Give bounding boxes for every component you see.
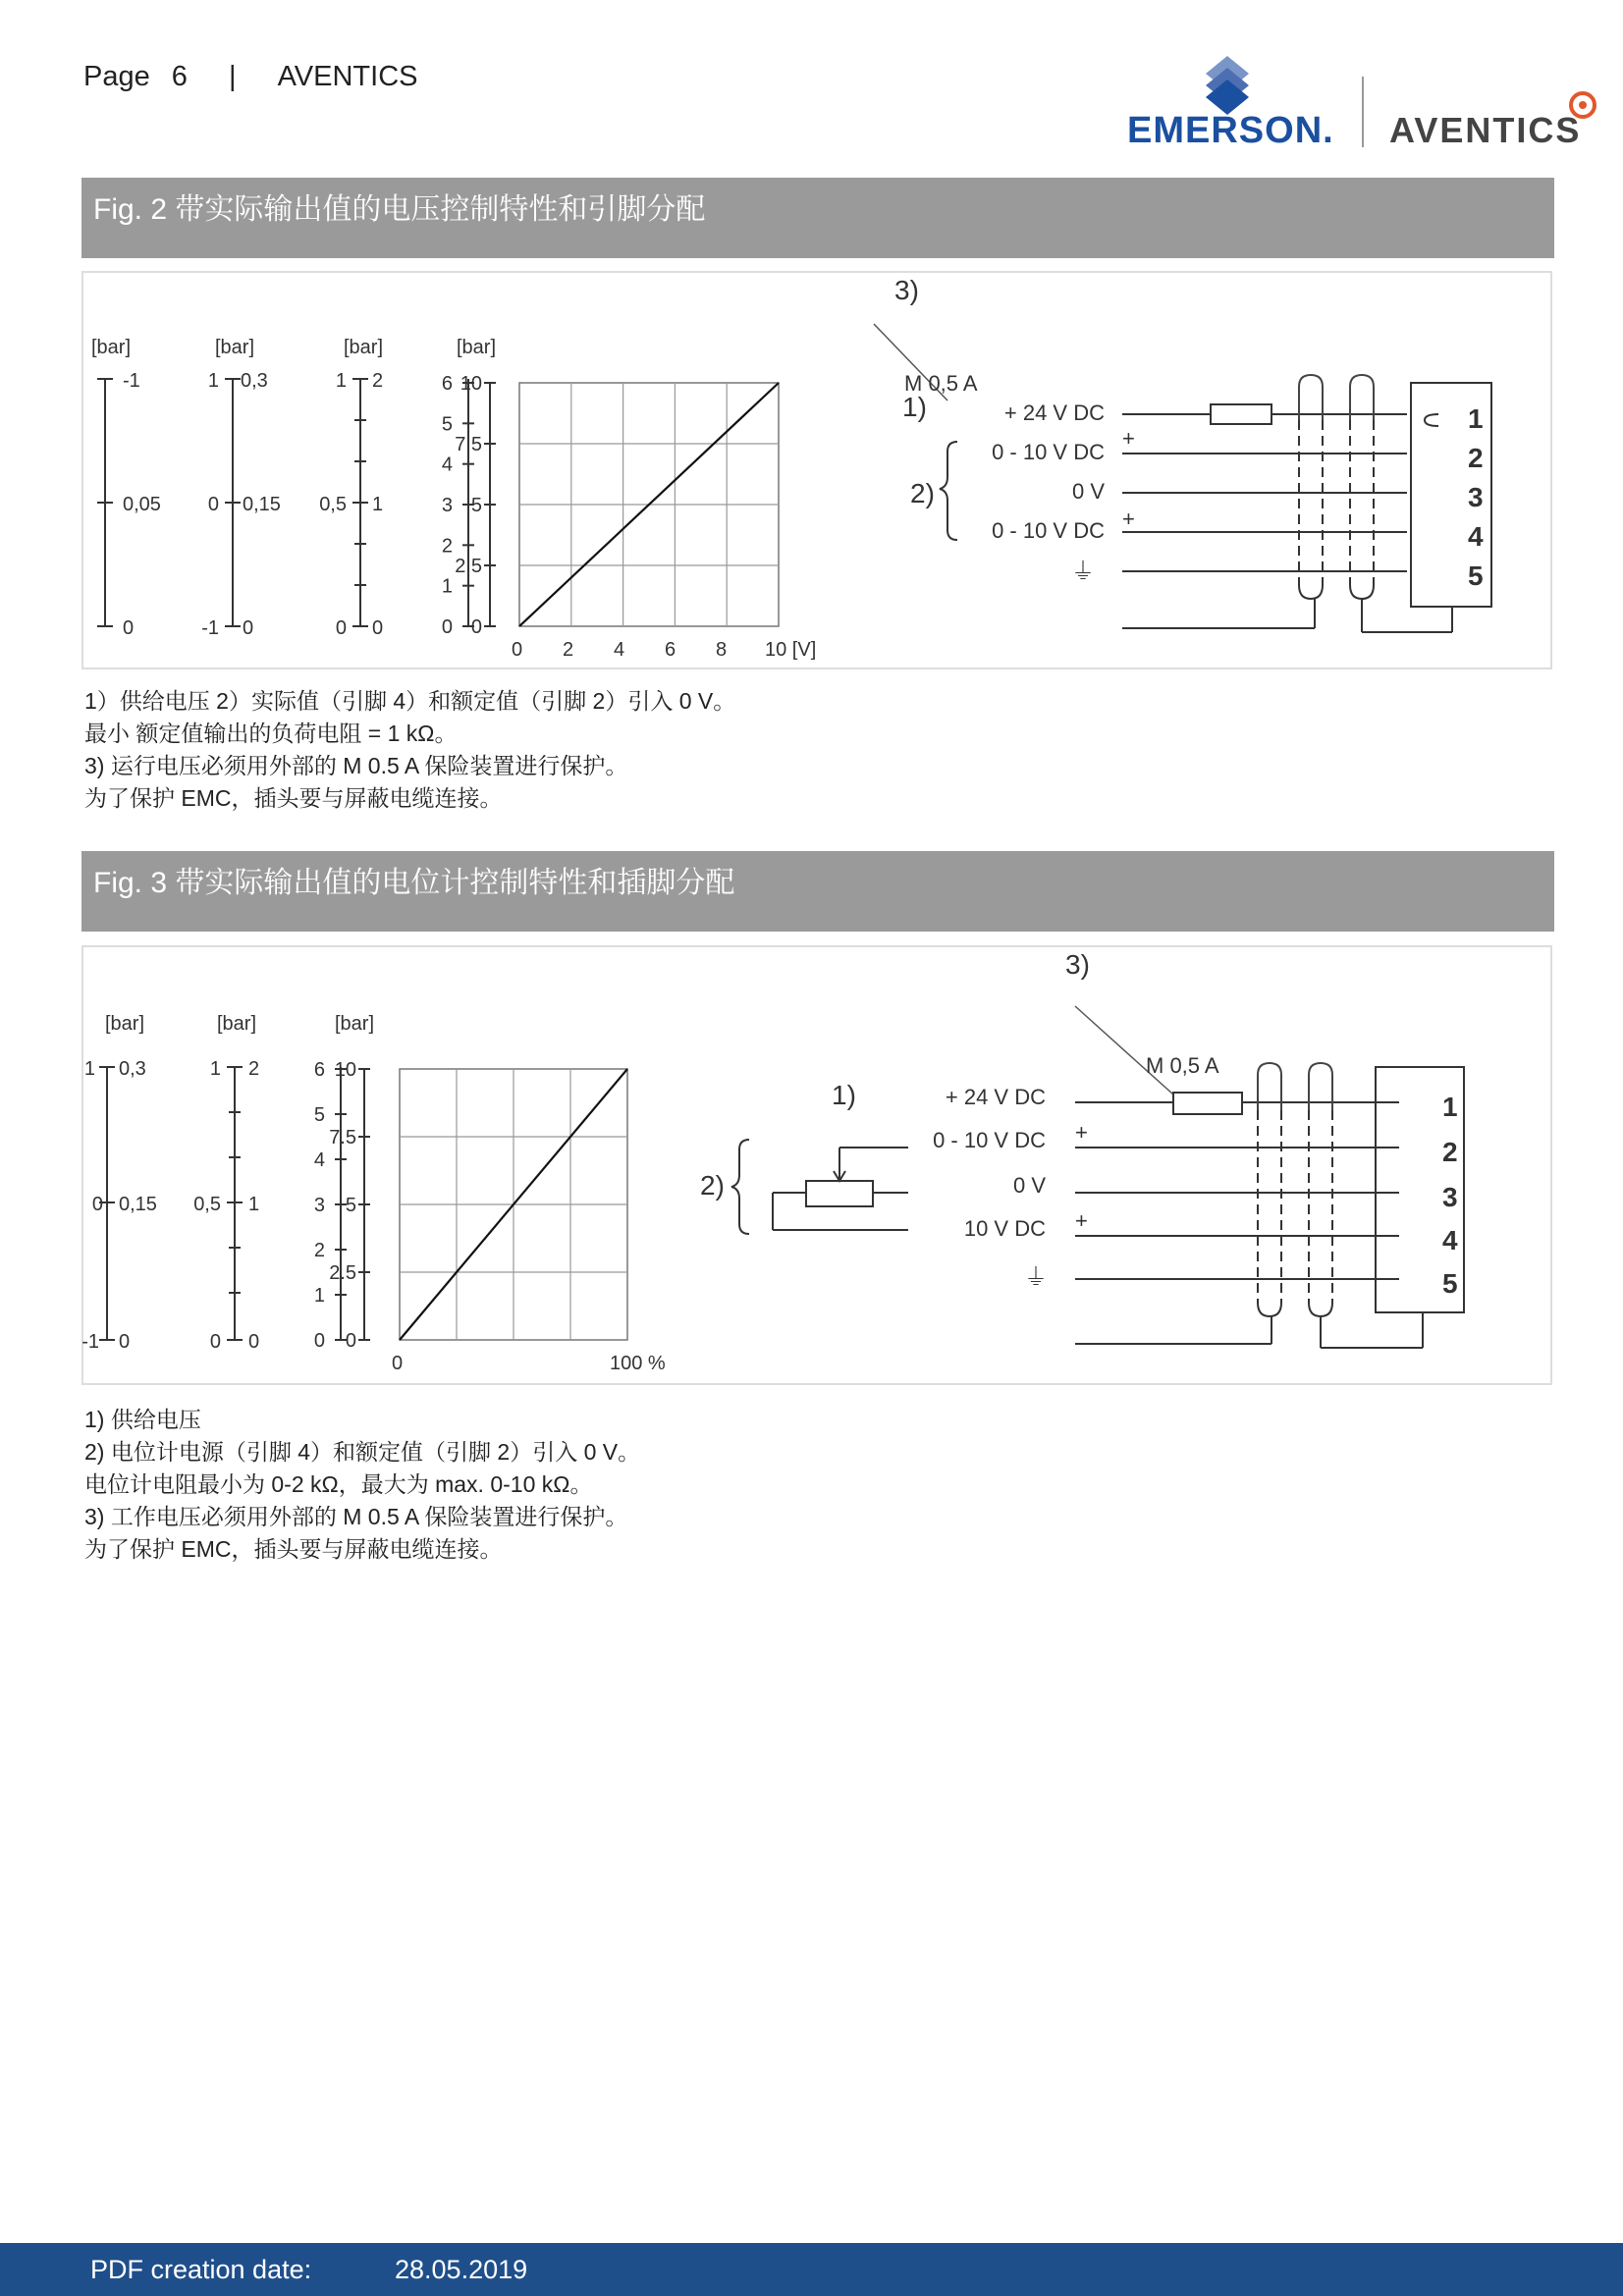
fig3-plus-2: +	[1075, 1208, 1088, 1233]
fig2-chart-left-tick-label: 2	[441, 535, 453, 558]
fig3-s2-left-mid: 0,5	[193, 1194, 221, 1215]
fig3-unit-2: [bar]	[217, 1013, 257, 1035]
fig2-s3-left-top: 1	[335, 370, 347, 392]
fig2-unit-1: [bar]	[91, 337, 132, 358]
fig3-s2-left-bot: 0	[209, 1331, 221, 1353]
fig3-label-1: 1)	[832, 1080, 856, 1110]
fig3-chart-left-tick-label: 6	[313, 1059, 325, 1081]
fig2-chart-right-tick-label: 7.5	[455, 434, 482, 455]
fig2-chart-right-tick-label: 5	[470, 495, 482, 516]
fig3-chart-right-tick-label: 2.5	[329, 1262, 356, 1284]
fig3-wire-1: + 24 V DC	[945, 1085, 1046, 1109]
fig3-chart-left-tick-label: 5	[313, 1104, 325, 1126]
header-brand: AVENTICS	[277, 61, 418, 92]
fig3-s1-left-top: 1	[83, 1058, 95, 1080]
fig3-figure-box	[81, 945, 1552, 1385]
fig2-chart-x-tick-label: 2	[563, 639, 574, 661]
fig3-wire-2: 0 - 10 V DC	[933, 1128, 1046, 1152]
fig2-s1-bot: 0	[123, 617, 135, 639]
fig3-fuse-label: M 0,5 A	[1146, 1053, 1219, 1078]
fig2-chart-right-tick-label: 0	[470, 616, 482, 638]
fig2-s1-top: -1	[123, 370, 140, 392]
fig2-pin-1: 1	[1468, 403, 1484, 434]
fig2-wire-3: 0 V	[1071, 479, 1105, 504]
fig2-s2-right-mid: 0,15	[243, 494, 281, 515]
fig2-fuse-label: M 0,5 A	[904, 371, 978, 396]
fig3-title: Fig. 3 带实际输出值的电位计控制特性和插脚分配	[93, 867, 735, 899]
fig3-pin-5: 5	[1442, 1268, 1458, 1299]
fig2-pin-2: 2	[1468, 443, 1484, 473]
fig3-chart-right-tick-label: 5	[345, 1195, 356, 1216]
fig3-s2-left-top: 1	[209, 1058, 221, 1080]
fig3-diagram	[83, 947, 1550, 1383]
fig2-unit-4: [bar]	[457, 337, 497, 358]
fig2-s3-right-mid: 1	[372, 494, 384, 515]
fig3-note-3: 电位计电阻最小为 0-2 kΩ，最大为 max. 0-10 kΩ。	[84, 1471, 593, 1497]
fig2-unit-3: [bar]	[344, 337, 384, 358]
fig2-label-2: 2)	[910, 478, 935, 508]
fig2-s3-right-top: 2	[372, 370, 384, 392]
fig2-chart-x-tick-label: 6	[665, 639, 676, 661]
fig3-potentiometer-icon	[806, 1181, 873, 1206]
page-number: 6	[171, 61, 188, 92]
aventics-logo-text: AVENTICS	[1389, 110, 1582, 150]
fig2-fuse-icon	[1211, 404, 1271, 424]
fig3-note-5: 为了保护 EMC，插头要与屏蔽电缆连接。	[84, 1536, 503, 1562]
fig2-chart-left-tick-label: 3	[441, 495, 453, 516]
fig2-diagram	[83, 273, 1550, 667]
fig3-chart-left-tick-label: 3	[313, 1195, 325, 1216]
fig3-chart-left-tick-label: 4	[313, 1149, 325, 1171]
fig3-title-bar	[81, 851, 1554, 932]
emerson-logo-text: EMERSON.	[1127, 110, 1334, 151]
fig2-note-2: 最小 额定值输出的负荷电阻 = 1 kΩ。	[84, 721, 458, 746]
fig3-chart-left-tick-label: 2	[313, 1240, 325, 1261]
fig2-chart-x-tick-label: 8	[716, 639, 728, 661]
fig2-wire-4: 0 - 10 V DC	[992, 518, 1105, 543]
fig2-ground-icon: ⏚	[1071, 559, 1095, 585]
fig2-s2-left-mid: 0	[207, 494, 219, 515]
footer-label: PDF creation date:	[90, 2255, 312, 2284]
fig3-ground-icon: ⏚	[1024, 1264, 1048, 1291]
fig2-s3-right-bot: 0	[372, 617, 384, 639]
fig2-chart-left-tick-label: 0	[441, 616, 453, 638]
fig3-s2-right-mid: 1	[248, 1194, 260, 1215]
fig2-chart	[442, 373, 816, 661]
fig3-note-1: 1) 供给电压	[84, 1407, 201, 1432]
fig3-pin-3: 3	[1442, 1182, 1458, 1212]
fig2-wire-1: + 24 V DC	[1003, 400, 1105, 425]
fig2-s2-right-bot: 0	[243, 617, 254, 639]
fig2-title-bar	[81, 178, 1554, 258]
fig3-pin-2: 2	[1442, 1137, 1458, 1167]
fig2-s2-left-bot: -1	[201, 617, 219, 639]
fig3-label-2: 2)	[700, 1170, 725, 1201]
footer-bar	[0, 2243, 1623, 2296]
fig2-pin-3: 3	[1468, 482, 1484, 512]
fig3-note-2: 2) 电位计电源（引脚 4）和额定值（引脚 2）引入 0 V。	[84, 1439, 641, 1465]
fig3-wire-3: 0 V	[1012, 1173, 1046, 1198]
fig2-figure-box	[81, 271, 1552, 669]
fig3-s1-right-mid: 0,15	[119, 1194, 157, 1215]
fig2-note-4: 为了保护 EMC，插头要与屏蔽电缆连接。	[84, 785, 503, 811]
fig3-chart	[314, 1059, 666, 1374]
fig3-chart-left-tick-label: 1	[313, 1285, 325, 1307]
fig3-pin-4: 4	[1442, 1225, 1458, 1255]
emerson-logo-icon	[1200, 54, 1255, 115]
fig3-notes	[84, 1404, 640, 1566]
fig2-label-1: 1)	[902, 392, 927, 422]
fig2-s3-left-bot: 0	[335, 617, 347, 639]
fig3-s2-right-top: 2	[248, 1058, 260, 1080]
fig2-chart-right-tick-label: 10	[460, 373, 482, 395]
fig2-s2-left-top: 1	[207, 370, 219, 392]
fig2-s2-right-top: 0,3	[241, 370, 268, 392]
fig2-chart-x-tick-label: 4	[614, 639, 625, 661]
fig2-plus-2: +	[1122, 507, 1135, 531]
fig3-plus-1: +	[1075, 1120, 1088, 1145]
logo-divider	[1362, 77, 1364, 147]
fig3-fuse-icon	[1173, 1093, 1242, 1114]
fig2-s3-left-mid: 0,5	[319, 494, 347, 515]
fig2-note-3: 3) 运行电压必须用外部的 M 0.5 A 保险装置进行保护。	[84, 753, 628, 778]
aventics-logo-icon	[1568, 90, 1597, 120]
page-header	[83, 61, 418, 93]
fig3-s1-left-bot: -1	[81, 1331, 99, 1353]
fig3-label-3: 3)	[1065, 949, 1090, 980]
fig3-unit-1: [bar]	[105, 1013, 145, 1035]
header-separator: |	[229, 61, 237, 92]
fig2-plus-1: +	[1122, 426, 1135, 451]
fig3-chart-left-tick-label: 0	[313, 1330, 325, 1352]
fig3-pin-1: 1	[1442, 1092, 1458, 1122]
fig3-s2-right-bot: 0	[248, 1331, 260, 1353]
fig2-chart-x-tick-label: 0	[512, 639, 523, 661]
fig3-wire-4: 10 V DC	[963, 1216, 1046, 1241]
footer-date: 28.05.2019	[395, 2255, 528, 2284]
fig3-s1-right-bot: 0	[119, 1331, 131, 1353]
fig3-chart-right-tick-label: 10	[334, 1059, 356, 1081]
fig3-s1-left-mid: 0	[91, 1194, 103, 1215]
fig3-chart-right-tick-label: 7.5	[329, 1127, 356, 1148]
fig3-chart-x-tick-label: 100 %	[610, 1353, 666, 1374]
fig2-note-1: 1）供给电压 2）实际值（引脚 4）和额定值（引脚 2）引入 0 V。	[84, 688, 736, 714]
fig2-unit-2: [bar]	[215, 337, 255, 358]
fig2-chart-left-tick-label: 6	[441, 373, 453, 395]
fig2-chart-x-tick-label: 10 [V]	[765, 639, 817, 661]
fig3-chart-x-tick-label: 0	[392, 1353, 404, 1374]
fig2-s1-mid: 0,05	[123, 494, 161, 515]
fig2-label-3: 3)	[894, 275, 919, 305]
fig2-chart-left-tick-label: 5	[441, 413, 453, 436]
fig2-pin-4: 4	[1468, 521, 1484, 552]
fig2-title: Fig. 2 带实际输出值的电压控制特性和引脚分配	[93, 193, 706, 226]
fig3-note-4: 3) 工作电压必须用外部的 M 0.5 A 保险装置进行保护。	[84, 1504, 628, 1529]
fig3-chart-right-tick-label: 0	[345, 1330, 356, 1352]
fig2-chart-left-tick-label: 1	[441, 575, 453, 598]
page-label: Page	[83, 61, 150, 92]
fig2-chart-right-tick-label: 2.5	[455, 556, 482, 577]
fig3-unit-3: [bar]	[335, 1013, 375, 1035]
fig2-pin-5: 5	[1468, 561, 1484, 591]
fig2-chart-left-tick-label: 4	[441, 454, 453, 476]
fig2-wire-2: 0 - 10 V DC	[992, 440, 1105, 464]
fig2-notes	[84, 685, 735, 815]
fig3-s1-right-top: 0,3	[119, 1058, 146, 1080]
